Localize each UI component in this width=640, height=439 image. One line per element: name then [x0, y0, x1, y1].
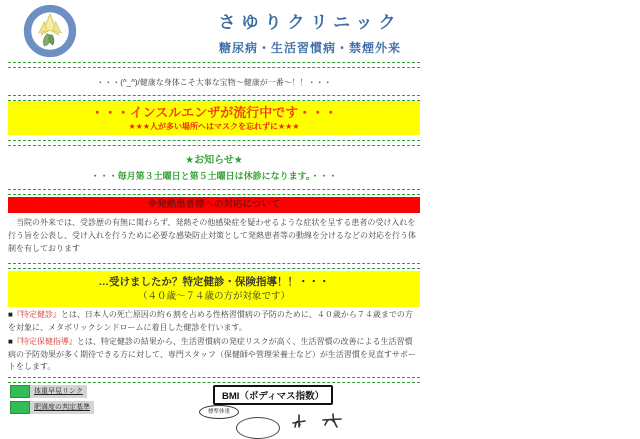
fever-response-banner [8, 197, 420, 213]
notice-body: ・・・毎月第３土曜日と第５土曜日は休診になります。・・・ [90, 171, 338, 181]
clinic-name: さゆりクリニック [218, 13, 402, 32]
tokutei-hoken-shido-paragraph [8, 336, 420, 374]
standard-weight-oval: 標準体重 [199, 405, 239, 419]
checkup-banner-subtitle: （４０歳～７４歳の方が対象です） [137, 291, 290, 302]
tokutei-kenshin-term: 『特定健診』 [12, 310, 61, 319]
tokutei-hoken-shido-term: 『特定保健指導』 [12, 337, 77, 346]
nav-button-label: 体重早見リンク [30, 385, 87, 398]
green-dashed-divider [8, 140, 420, 146]
fever-response-paragraph: 当院の外来では、受診歴の有無に関わらず、発熱その他感染症を疑わせるような症状を呈する患者の受け入れを行う旨を公表し、受け入れを行うために必要な感染防止対策として発熱患者等の動線を分けるなどの対応を行う体制を有しております [8, 218, 416, 253]
square-bullet-icon: ■ [8, 337, 13, 346]
notice-title: ★お知らせ★ [185, 155, 243, 166]
tokutei-kenshin-paragraph [8, 309, 420, 334]
partial-handwriting-strokes [291, 411, 351, 429]
tokutei-kenshin-text: とは、日本人の死亡原因の約６割を占める性格習慣病の予防のために、４０歳から７４歳までの方を対象に、メタボリックシンドロームに着目した健診を行います。 [8, 310, 413, 332]
greeting-text: ・・・(^_^)/健康な身体こそ大事な宝物～健康が一番～！！・・・ [96, 78, 332, 87]
fever-response-title: ※発熱患者様への対応について [147, 199, 281, 210]
square-bullet-icon: ■ [8, 310, 13, 319]
nav-button-label: 肥満度の判定基準 [30, 401, 94, 414]
green-dashed-divider [8, 263, 420, 269]
clinic-title-block [219, 8, 402, 56]
tokutei-hoken-shido-text: とは、特定健診の結果から、生活習慣病の発症リスクが高く、生活習慣の改善による生活習慣病の予防効果が多く期待できる方に対して、専門スタッフ（保健師や管理栄養士など）が生活習慣を見直すサポートをします。 [8, 337, 416, 371]
green-dashed-divider [8, 377, 420, 383]
page-header [0, 0, 640, 58]
bmi-label-box: BMI（ボディマス指数） [213, 385, 333, 405]
green-dashed-divider [8, 62, 420, 68]
nav-button-obesity-criteria[interactable] [10, 401, 130, 414]
green-dashed-divider [8, 189, 420, 195]
checkup-banner [8, 271, 420, 307]
checkup-banner-title: …受けましたか？特定健診・保険指導！！・・・ [98, 276, 330, 288]
flu-alert-title: ・・・インスルエンザが流行中です・・・ [90, 105, 338, 120]
clinic-departments: 糖尿病・生活習慣病・禁煙外来 [218, 41, 402, 55]
nav-button-weight-chart[interactable] [10, 385, 130, 398]
flu-alert-banner [8, 101, 420, 135]
green-marker-icon [10, 385, 30, 398]
notice-block [8, 155, 420, 182]
flu-alert-subtitle: ★★★人が多い場所へはマスクを忘れずに★★★ [128, 122, 300, 131]
diagram-oval-partial [236, 417, 280, 439]
green-marker-icon [10, 401, 30, 414]
bmi-section [8, 385, 420, 425]
lily-logo-icon [22, 3, 78, 59]
